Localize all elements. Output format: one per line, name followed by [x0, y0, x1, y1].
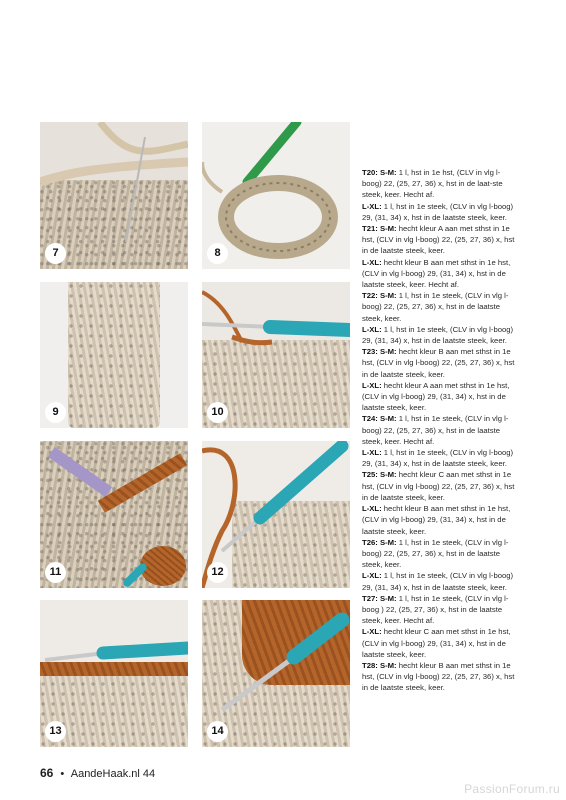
instruction-paragraph: T22: S-M: 1 l, hst in 1e steek, (CLV in vlg l-boog) 22, (25, 27, 36) x, hst in de laatste steek, keer.	[362, 291, 509, 323]
instruction-paragraph: L-XL: hecht kleur B aan met sthst in 1e hst, (CLV in vlg l-boog) 29, (31, 34) x, hst in de laatste steek, keer. Hecht af.	[362, 257, 511, 290]
photo-10	[202, 282, 350, 428]
photo-13	[40, 600, 188, 747]
footer-bullet: •	[60, 768, 65, 780]
watermark: PassionForum.ru	[464, 782, 560, 796]
instruction-paragraph: L-XL: 1 l, hst in 1e steek, (CLV in vlg l-boog) 29, (31, 34) x, hst in de laatste steek, keer.	[362, 201, 514, 222]
photo-8	[202, 122, 350, 269]
instruction-paragraph: L-XL: hecht kleur A aan met sthst in 1e hst, (CLV in vlg l-boog) 29, (31, 34) x, hst in de laatste steek, keer.	[362, 380, 510, 413]
photo-number-badge: 7	[45, 243, 66, 264]
crochet-panel	[68, 282, 160, 428]
instruction-paragraph: T28: S-M: hecht kleur B aan met sthst in 1e hst, (CLV in vlg l-boog) 22, (25, 27, 36) x, hst in de laatste steek, keer.	[362, 660, 515, 693]
photo-number-badge: 8	[207, 243, 228, 264]
pattern-instructions	[362, 167, 518, 694]
photo-number-badge: 14	[207, 721, 228, 742]
photo-number-badge: 12	[207, 562, 228, 583]
instruction-paragraph: T23: S-M: hecht kleur B aan met sthst in 1e hst, (CLV in vlg l-boog) 22, (25, 27, 36) x, hst in de laatste steek, keer.	[362, 347, 515, 379]
instruction-paragraph: T21: S-M: hecht kleur A aan met sthst in 1e hst, (CLV in vlg l-boog) 22, (25, 27, 36) x, hst in de laatste steek, keer.	[362, 224, 515, 256]
instruction-paragraph: T24: S-M: 1 l, hst in 1e steek, (CLV in vlg l-boog) 22, (25, 27, 36) x, hst in de laatste steek, keer. Hecht af.	[362, 414, 509, 446]
instruction-paragraph: T25: S-M: hecht kleur C aan met sthst in 1e hst, (CLV in vlg l-boog) 22, (25, 27, 36) x, hst in de laatste steek, keer.	[362, 470, 515, 502]
photo-11	[40, 441, 188, 588]
instruction-paragraph: L-XL: hecht kleur B aan met sthst in 1e hst, (CLV in vlg l-boog) 29, (31, 34) x, hst in de laatste steek, keer.	[362, 504, 511, 536]
instruction-paragraph: L-XL: 1 l, hst in 1e steek, (CLV in vlg l-boog) 29, (31, 34) x, hst in de laatste steek, keer.	[362, 324, 514, 346]
instruction-paragraph: T26: S-M: 1 l, hst in 1e steek, (CLV in vlg l-boog) 22, (25, 27, 36) x, hst in de laatste steek, keer.	[362, 537, 509, 570]
photo-7	[40, 122, 188, 269]
instruction-paragraph: L-XL: 1 l, hst in 1e steek, (CLV in vlg l-boog) 29, (31, 34) x, hst in de laatste steek, keer.	[362, 448, 514, 469]
photo-number-badge: 9	[45, 402, 66, 423]
photo-14	[202, 600, 350, 747]
photo-9	[40, 282, 188, 428]
photo-number-badge: 13	[45, 721, 66, 742]
photo-number-badge: 10	[207, 402, 228, 423]
publication-name: AandeHaak.nl 44	[70, 768, 156, 780]
photo-number-badge: 11	[45, 562, 66, 583]
instruction-paragraph: L-XL: hecht kleur C aan met sthst in 1e hst, (CLV in vlg l-boog) 29, (31, 34) x, hst in de laatste steek, keer.	[362, 627, 511, 659]
photo-12	[202, 441, 350, 588]
page-number: 66	[40, 766, 54, 780]
page-footer	[40, 766, 155, 780]
instruction-paragraph: T27: S-M: 1 l, hst in 1e steek, (CLV in vlg l-boog ) 22, (25, 27, 36) x, hst in de laatste steek, keer. Hecht af.	[362, 593, 509, 626]
instruction-paragraph: L-XL: 1 l, hst in 1e steek, (CLV in vlg l-boog) 29, (31, 34) x, hst in de laatste steek, keer.	[362, 571, 514, 592]
instruction-paragraph: T20: S-M: 1 l, hst in 1e hst, (CLV in vlg l-boog) 22, (25, 27, 36) x, hst in de laat-ste steek, keer. Hecht af.	[362, 168, 503, 200]
